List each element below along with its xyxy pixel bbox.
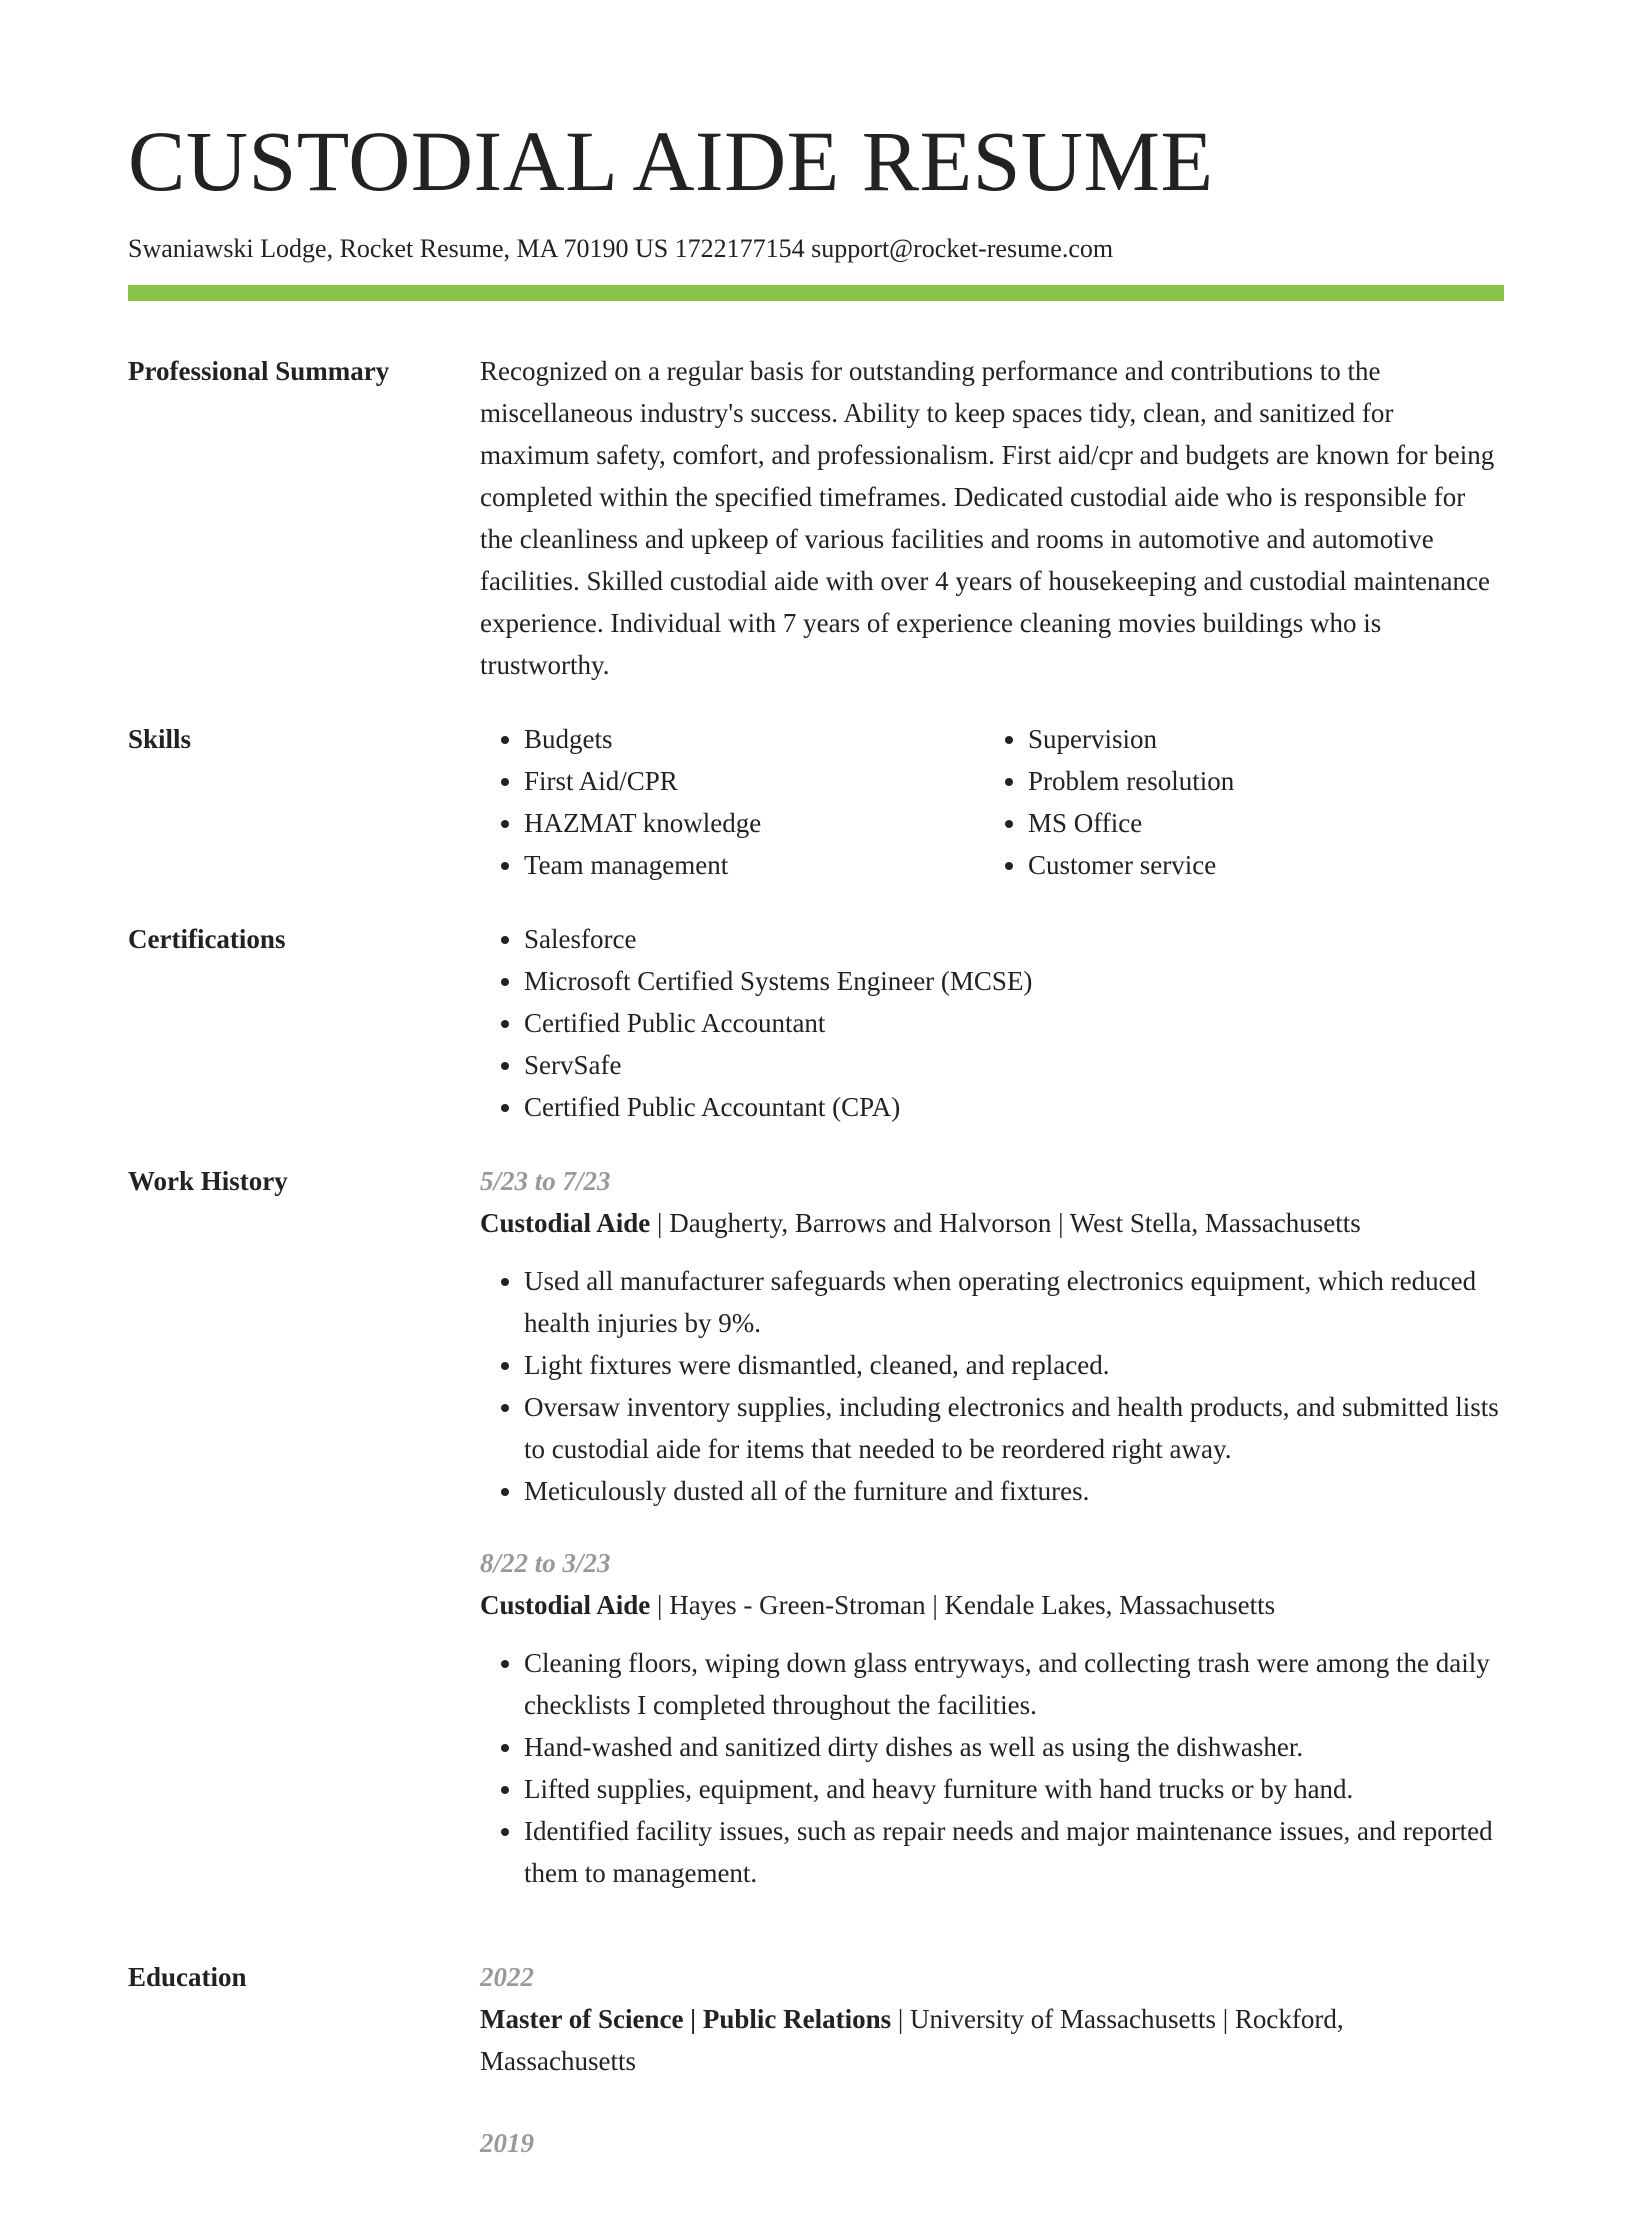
- education-school-location: | University of Massachusetts | Rockford, Massachusetts: [480, 2004, 1344, 2076]
- certification-item: • Salesforce: [524, 918, 1504, 960]
- job-bullet: • Used all manufacturer safeguards when operating electronics equipment, which reduced health injuries by 9%.: [524, 1260, 1504, 1344]
- certification-item: • Certified Public Accountant: [524, 1002, 1504, 1044]
- skills-section: [128, 718, 1504, 886]
- job-bullet: • Cleaning floors, wiping down glass entryways, and collecting trash were among the daily checklists I completed throughout the facilities.: [524, 1642, 1504, 1726]
- skill-item: • Customer service: [1028, 844, 1488, 886]
- job-entry: [480, 1160, 1504, 1512]
- summary-text: Recognized on a regular basis for outstanding performance and contributions to the miscellaneous industry's success. Ability to keep spaces tidy, clean, and sanitized for maximum safety, comfort, and professionalism. First aid/cpr and budgets are known for being completed within the specified timeframes. Dedicated custodial aide who is responsible for the cleanliness and upkeep of various facilities and rooms in automotive and automotive facilities. Skilled custodial aide with over 4 years of housekeeping and custodial maintenance experience. Individual with 7 years of experience cleaning movies buildings who is trustworthy.: [480, 356, 1495, 680]
- section-heading-education: Education: [128, 1962, 247, 1992]
- education-year: 2019: [480, 2128, 534, 2158]
- certifications-body: [480, 918, 1504, 1128]
- resume-title: CUSTODIAL AIDE RESUME: [128, 113, 1214, 209]
- education-degree-line: [480, 1998, 1504, 2082]
- job-title: Custodial Aide: [480, 1590, 651, 1620]
- skills-list-left: [480, 718, 984, 886]
- job-bullet: • Hand-washed and sanitized dirty dishes as well as using the dishwasher.: [524, 1726, 1504, 1768]
- education-year: 2022: [480, 1962, 534, 1992]
- section-heading-work-history: Work History: [128, 1166, 288, 1196]
- job-bullets: [480, 1642, 1504, 1894]
- job-bullet: • Light fixtures were dismantled, cleaned, and replaced.: [524, 1344, 1504, 1386]
- certification-item: • ServSafe: [524, 1044, 1504, 1086]
- work-history-section: [128, 1160, 1504, 1924]
- education-entry: [480, 2122, 1504, 2164]
- certifications-section: [128, 918, 1504, 1128]
- skills-grid: [480, 718, 1504, 886]
- skill-item: • Team management: [524, 844, 984, 886]
- job-bullet: • Meticulously dusted all of the furniture and fixtures.: [524, 1470, 1504, 1512]
- education-degree: Master of Science | Public Relations: [480, 2004, 892, 2034]
- job-role-line: [480, 1584, 1504, 1626]
- contact-line: Swaniawski Lodge, Rocket Resume, MA 70190 US 1722177154 support@rocket-resume.com: [128, 234, 1114, 263]
- skill-item: • Supervision: [1028, 718, 1488, 760]
- section-heading-certifications: Certifications: [128, 924, 286, 954]
- job-bullets: [480, 1260, 1504, 1512]
- education-body: [480, 1956, 1504, 2204]
- certification-item: • Microsoft Certified Systems Engineer (MCSE): [524, 960, 1504, 1002]
- summary-section: [128, 350, 1504, 686]
- job-employer-location: | Daugherty, Barrows and Halvorson | West Stella, Massachusetts: [650, 1208, 1361, 1238]
- certifications-list: [480, 918, 1504, 1128]
- work-history-body: [480, 1160, 1504, 1924]
- skill-item: • First Aid/CPR: [524, 760, 984, 802]
- skill-item: • MS Office: [1028, 802, 1488, 844]
- skill-item: • Problem resolution: [1028, 760, 1488, 802]
- skill-item: • HAZMAT knowledge: [524, 802, 984, 844]
- education-entry: [480, 1956, 1504, 2082]
- section-heading-summary: Professional Summary: [128, 356, 390, 386]
- skills-list-right: [984, 718, 1488, 886]
- certification-item: • Certified Public Accountant (CPA): [524, 1086, 1504, 1128]
- education-section: [128, 1956, 1504, 2204]
- resume-sections: [128, 350, 1504, 2236]
- job-dates: 5/23 to 7/23: [480, 1166, 611, 1196]
- section-heading-skills: Skills: [128, 724, 192, 754]
- job-bullet: • Lifted supplies, equipment, and heavy furniture with hand trucks or by hand.: [524, 1768, 1504, 1810]
- job-bullet: • Oversaw inventory supplies, including electronics and health products, and submitted lists to custodial aide for items that needed to be reordered right away.: [524, 1386, 1504, 1470]
- job-role-line: [480, 1202, 1504, 1244]
- job-employer-location: | Hayes - Green-Stroman | Kendale Lakes, Massachusetts: [650, 1590, 1276, 1620]
- header-divider: [128, 285, 1504, 301]
- skill-item: • Budgets: [524, 718, 984, 760]
- job-dates: 8/22 to 3/23: [480, 1548, 611, 1578]
- job-bullet: • Identified facility issues, such as repair needs and major maintenance issues, and reported them to management.: [524, 1810, 1504, 1894]
- summary-body: [480, 350, 1504, 686]
- job-entry: [480, 1542, 1504, 1894]
- job-title: Custodial Aide: [480, 1208, 651, 1238]
